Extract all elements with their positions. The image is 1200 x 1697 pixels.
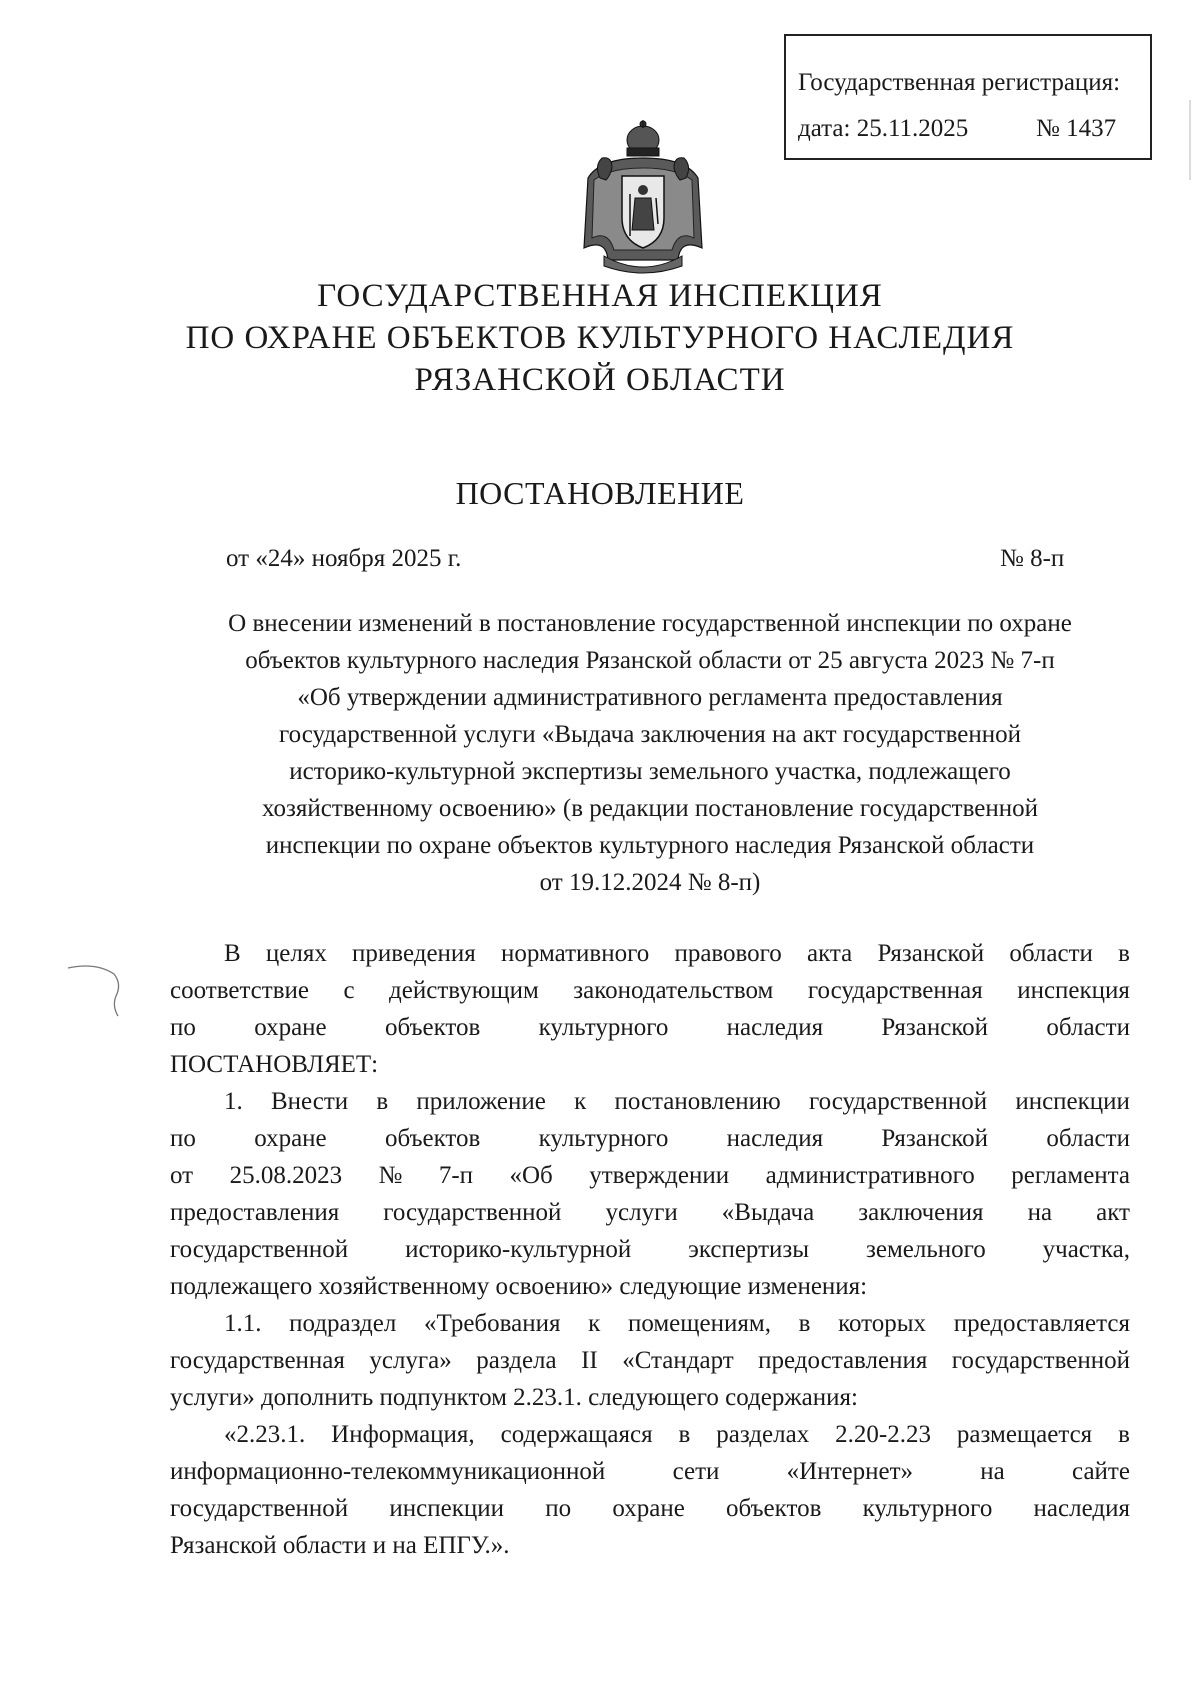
body-word: культурного (538, 1125, 669, 1152)
document-date: от «24» ноября 2025 г. (226, 545, 462, 572)
agency-header (0, 275, 1200, 401)
document-body (170, 935, 1130, 1564)
body-word: по (170, 1125, 196, 1152)
body-word: № (378, 1162, 403, 1189)
body-line (170, 1083, 1130, 1120)
body-word: предоставляется (953, 1310, 1130, 1337)
body-line: ПОСТАНОВЛЯЕТ: (170, 1051, 379, 1078)
body-word: административного (765, 1162, 975, 1189)
body-word: акт (1096, 1199, 1130, 1226)
body-word: инспекции (1015, 1088, 1130, 1115)
body-word: предоставления (170, 1199, 340, 1226)
body-word: участка, (1042, 1236, 1130, 1263)
body-word: к (588, 1310, 601, 1337)
body-word: наследия (1033, 1495, 1130, 1522)
body-word: от (170, 1162, 194, 1189)
body-line (170, 1009, 1130, 1046)
body-word: Рязанской (877, 940, 985, 967)
body-paragraph (170, 1305, 1130, 1416)
body-word: заключения (858, 1199, 984, 1226)
body-line: услуги» дополнить подпунктом 2.23.1. следующего содержания: (170, 1384, 858, 1411)
body-line (170, 1194, 1130, 1231)
body-line (170, 1157, 1130, 1194)
body-word: сайте (1072, 1458, 1130, 1485)
body-word: 1.1. (224, 1310, 262, 1337)
body-word: соответствие (170, 977, 309, 1004)
subject-line: О внесении изменений в постановление государственной инспекции по охране (228, 610, 1072, 637)
body-paragraph (170, 1083, 1130, 1305)
body-word: государственной (951, 1347, 1130, 1374)
agency-line-1: ГОСУДАРСТВЕННАЯ ИНСПЕКЦИЯ (317, 278, 883, 314)
body-word: наследия (726, 1014, 824, 1041)
subject-line: государственной услуги «Выдача заключения на акт государственной (278, 721, 1022, 748)
body-word: государственной (808, 1088, 988, 1115)
body-word: постановлению (614, 1088, 781, 1115)
body-word: в (1118, 1421, 1130, 1448)
body-word: услуга» (369, 1347, 452, 1374)
body-line (170, 1120, 1130, 1157)
agency-line-2: ПО ОХРАНЕ ОБЪЕКТОВ КУЛЬТУРНОГО НАСЛЕДИЯ (185, 320, 1015, 356)
body-line (170, 935, 1130, 972)
body-line (170, 972, 1130, 1009)
body-word: нормативного (501, 940, 650, 967)
body-word: В (224, 940, 241, 967)
body-word: регламента (1011, 1162, 1130, 1189)
document-number: № 8-п (1000, 545, 1065, 572)
body-word: в (1118, 940, 1130, 967)
handwritten-margin-mark (66, 960, 136, 1020)
body-word: информационно-телекоммуникационной (170, 1458, 606, 1485)
body-line (170, 1416, 1130, 1453)
body-word: предоставления (758, 1347, 928, 1374)
agency-line-3: РЯЗАНСКОЙ ОБЛАСТИ (414, 362, 786, 398)
registration-date: дата: 25.11.2025 (798, 115, 969, 142)
registration-stamp (784, 34, 1152, 160)
registration-title: Государственная регистрация: (798, 69, 1121, 96)
body-word: государственной (383, 1199, 562, 1226)
body-word: области (1046, 1125, 1130, 1152)
body-word: охране (612, 1495, 685, 1522)
body-word: «Стандарт (622, 1347, 734, 1374)
body-word: содержащаяся (500, 1421, 653, 1448)
body-word: в (678, 1421, 691, 1448)
document-type: ПОСТАНОВЛЕНИЕ (455, 475, 745, 511)
body-word: приложение (416, 1088, 546, 1115)
body-word: подраздел (289, 1310, 397, 1337)
body-word: «Интернет» (786, 1458, 914, 1485)
subject-line: «Об утверждении административного регламента предоставления (297, 684, 1003, 711)
body-word: правового (674, 940, 782, 967)
scan-edge-mark (1188, 100, 1192, 180)
body-line (170, 1453, 1130, 1490)
body-paragraph (170, 935, 1130, 1083)
body-word: целях (265, 940, 327, 967)
body-word: 1. (224, 1088, 243, 1115)
subject-line: инспекции по охране объектов культурного наследия Рязанской области (265, 832, 1035, 859)
body-line: подлежащего хозяйственному освоению» следующие изменения: (170, 1273, 868, 1300)
subject-line: от 19.12.2024 № 8-п) (539, 869, 761, 896)
body-word: «Требования (424, 1310, 561, 1337)
body-word: Рязанской (881, 1014, 989, 1041)
document-subject (160, 605, 1140, 901)
ryazan-coat-of-arms-icon (580, 118, 706, 280)
body-word: 25.08.2023 (229, 1162, 343, 1189)
body-word: в (798, 1310, 811, 1337)
body-word: «Выдача (721, 1199, 815, 1226)
body-word: государственная (807, 977, 983, 1004)
body-word: государственной (170, 1495, 349, 1522)
body-word: Информация, (331, 1421, 475, 1448)
body-paragraph (170, 1416, 1130, 1564)
body-word: раздела (476, 1347, 557, 1374)
body-word: «Об (509, 1162, 553, 1189)
body-word: объектов (726, 1495, 822, 1522)
subject-line: объектов культурного наследия Рязанской области от 25 августа 2023 № 7-п (245, 647, 1055, 674)
body-word: размещается (956, 1421, 1093, 1448)
body-word: наследия (726, 1125, 824, 1152)
body-word: государственная (170, 1347, 345, 1374)
body-line (170, 1490, 1130, 1527)
body-word: по (170, 1014, 196, 1041)
body-word: инспекция (1017, 977, 1130, 1004)
body-word: 7-п (438, 1162, 474, 1189)
registration-number: № 1437 (1036, 115, 1117, 142)
body-word: II (581, 1347, 598, 1374)
body-word: инспекции (389, 1495, 505, 1522)
body-word: экспертизы (688, 1236, 810, 1263)
body-word: к (574, 1088, 587, 1115)
body-line (170, 1231, 1130, 1268)
body-word: Внести (270, 1088, 349, 1115)
body-word: охране (254, 1014, 327, 1041)
body-word: с (343, 977, 355, 1004)
body-line (170, 1342, 1130, 1379)
subject-line: историко-культурной экспертизы земельного участка, подлежащего (289, 758, 1011, 785)
body-word: действующим (389, 977, 539, 1004)
body-word: помещениям, (627, 1310, 771, 1337)
body-word: государственной (170, 1236, 349, 1263)
body-word: разделах (716, 1421, 810, 1448)
body-word: законодательством (573, 977, 774, 1004)
body-word: утверждении (589, 1162, 730, 1189)
body-word: приведения (352, 940, 476, 967)
body-word: «2.23.1. (224, 1421, 306, 1448)
body-line (170, 1305, 1130, 1342)
body-word: в (376, 1088, 389, 1115)
body-word: Рязанской (881, 1125, 989, 1152)
body-word: области (1046, 1014, 1130, 1041)
body-word: культурного (538, 1014, 669, 1041)
body-word: области (1009, 940, 1093, 967)
body-word: земельного (865, 1236, 986, 1263)
body-word: культурного (862, 1495, 993, 1522)
body-word: объектов (384, 1125, 481, 1152)
body-word: на (1027, 1199, 1053, 1226)
body-line: Рязанской области и на ЕПГУ.». (170, 1532, 510, 1559)
body-word: 2.20-2.23 (835, 1421, 931, 1448)
body-word: по (545, 1495, 572, 1522)
body-word: охране (254, 1125, 327, 1152)
body-word: историко-культурной (405, 1236, 632, 1263)
body-word: на (980, 1458, 1005, 1485)
body-word: объектов (384, 1014, 481, 1041)
body-word: которых (838, 1310, 927, 1337)
body-word: услуги (605, 1199, 678, 1226)
subject-line: хозяйственному освоению» (в редакции постановление государственной (262, 795, 1038, 822)
body-word: акта (807, 940, 853, 967)
body-word: сети (672, 1458, 720, 1485)
